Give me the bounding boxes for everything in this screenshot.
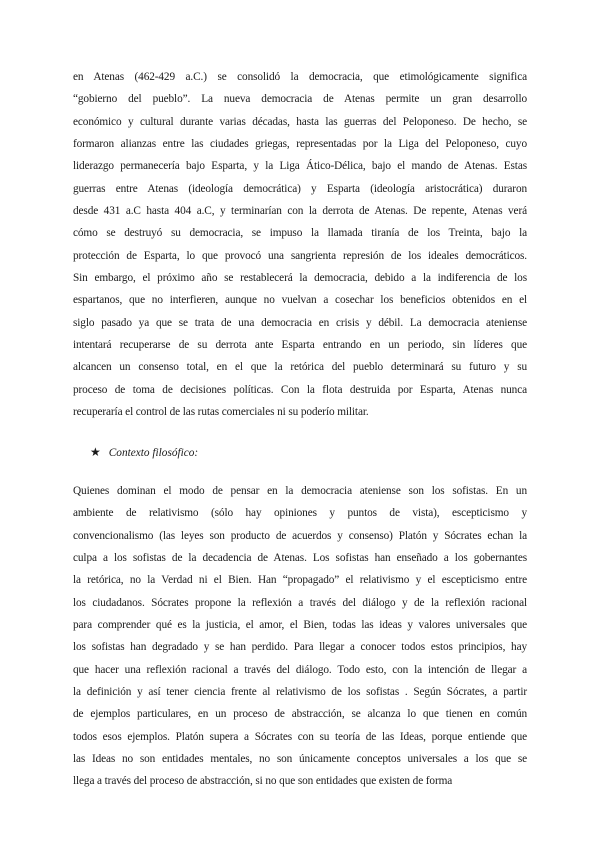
text-line: cómo se destruyó su democracia, se impuso la llamada tiranía de los Treinta, bajo la: [73, 227, 527, 240]
text-line: alcancen un consenso total, en el que la retórica del pueblo determinará su futuro y su: [73, 361, 527, 374]
text-line: ambiente de relativismo (sólo hay opiniones y puntos de vista), escepticismo y: [73, 507, 527, 520]
text-line: que hacer una reflexión racional a través del diálogo. Todo esto, con la intención de llegar a: [73, 663, 527, 676]
text-line: llega a través del proceso de abstracción, si no que son entidades que existen de forma: [73, 775, 453, 788]
text-line: todos esos ejemplos. Platón supera a Sócrates con su teoría de las Ideas, porque entiende que: [73, 730, 527, 743]
text-line: económico y cultural durante varias décadas, hasta las guerras del Peloponeso. De hecho, se: [73, 115, 527, 128]
text-line: en Atenas (462-429 a.C.) se consolidó la democracia, que etimológicamente significa: [73, 71, 527, 83]
section-heading-text: Contexto filosófico:: [108, 447, 199, 459]
text-line: los ciudadanos. Sócrates propone la reflexión a través del diálogo y de la reflexión racional: [73, 596, 527, 609]
text-line: intentará recuperarse de su derrota ante Esparta entrando en un periodo, sin líderes que: [73, 339, 527, 352]
text-line: las Ideas no son entidades mentales, no son únicamente conceptos universales a los que se: [73, 753, 527, 766]
text-line: para comprender qué es la justicia, el amor, el Bien, todas las ideas y valores universales que: [73, 619, 527, 632]
text-line: la retórica, no la Verdad ni el Bien. Han “propagado” el relativismo y el escepticismo entre: [73, 574, 527, 587]
text-line: desde 431 a.C hasta 404 a.C, y terminarían con la derrota de Atenas. De repente, Atenas verá: [73, 205, 527, 218]
paragraph-philosophical-context: [73, 480, 527, 793]
text-line: Quienes dominan el modo de pensar en la democracia ateniense son los sofistas. En un: [73, 485, 527, 497]
text-line: guerras entre Atenas (ideología democrática) y Esparta (ideología aristocrática) duraron: [73, 182, 527, 195]
section-heading: [90, 441, 198, 464]
text-line: protección de Esparta, lo que provocó una sangrienta represión de los ideales democráticos.: [73, 249, 527, 262]
paragraph-historical-context: [73, 66, 527, 424]
text-line: proceso de toma de decisiones políticas. Con la flota destruida por Esparta, Atenas nunca: [73, 383, 527, 396]
text-line: de ejemplos particulares, en un proceso de abstracción, se alcanza lo que tienen en común: [73, 708, 527, 721]
text-line: formaron alianzas entre las ciudades griegas, representadas por la Liga del Peloponeso, cuyo: [73, 138, 527, 151]
text-line: liderazgo permanecería bajo Esparta, y la Liga Ático-Délica, bajo el mando de Atenas. Estas: [73, 160, 527, 173]
text-line: siglo pasado ya que se trata de una democracia en crisis y débil. La democracia ateniense: [73, 316, 527, 329]
text-line: espartanos, que no interfieren, aunque no vuelvan a cosechar los beneficios obtenidos en el: [73, 294, 527, 307]
text-line: la definición y así tener ciencia frente al relativismo de los sofistas . Según Sócrates, a partir: [73, 686, 527, 699]
star-bullet-icon: ★: [90, 445, 101, 459]
text-line: culpa a los sofistas de la decadencia de Atenas. Los sofistas han enseñado a los gobernantes: [73, 552, 527, 565]
text-line: Sin embargo, el próximo año se restablecerá la democracia, debido a la indiferencia de los: [73, 272, 527, 285]
text-line: los sofistas han degradado y se han perdido. Para llegar a conocer todos estos principios, hay: [73, 641, 527, 654]
text-line: convencionalismo (las leyes son producto de acuerdos y consenso) Platón y Sócrates echan la: [73, 529, 527, 542]
text-line: “gobierno del pueblo”. La nueva democracia de Atenas permite un gran desarrollo: [73, 93, 527, 106]
text-line: recuperaría el control de las rutas comerciales ni su poderío militar.: [73, 406, 369, 419]
